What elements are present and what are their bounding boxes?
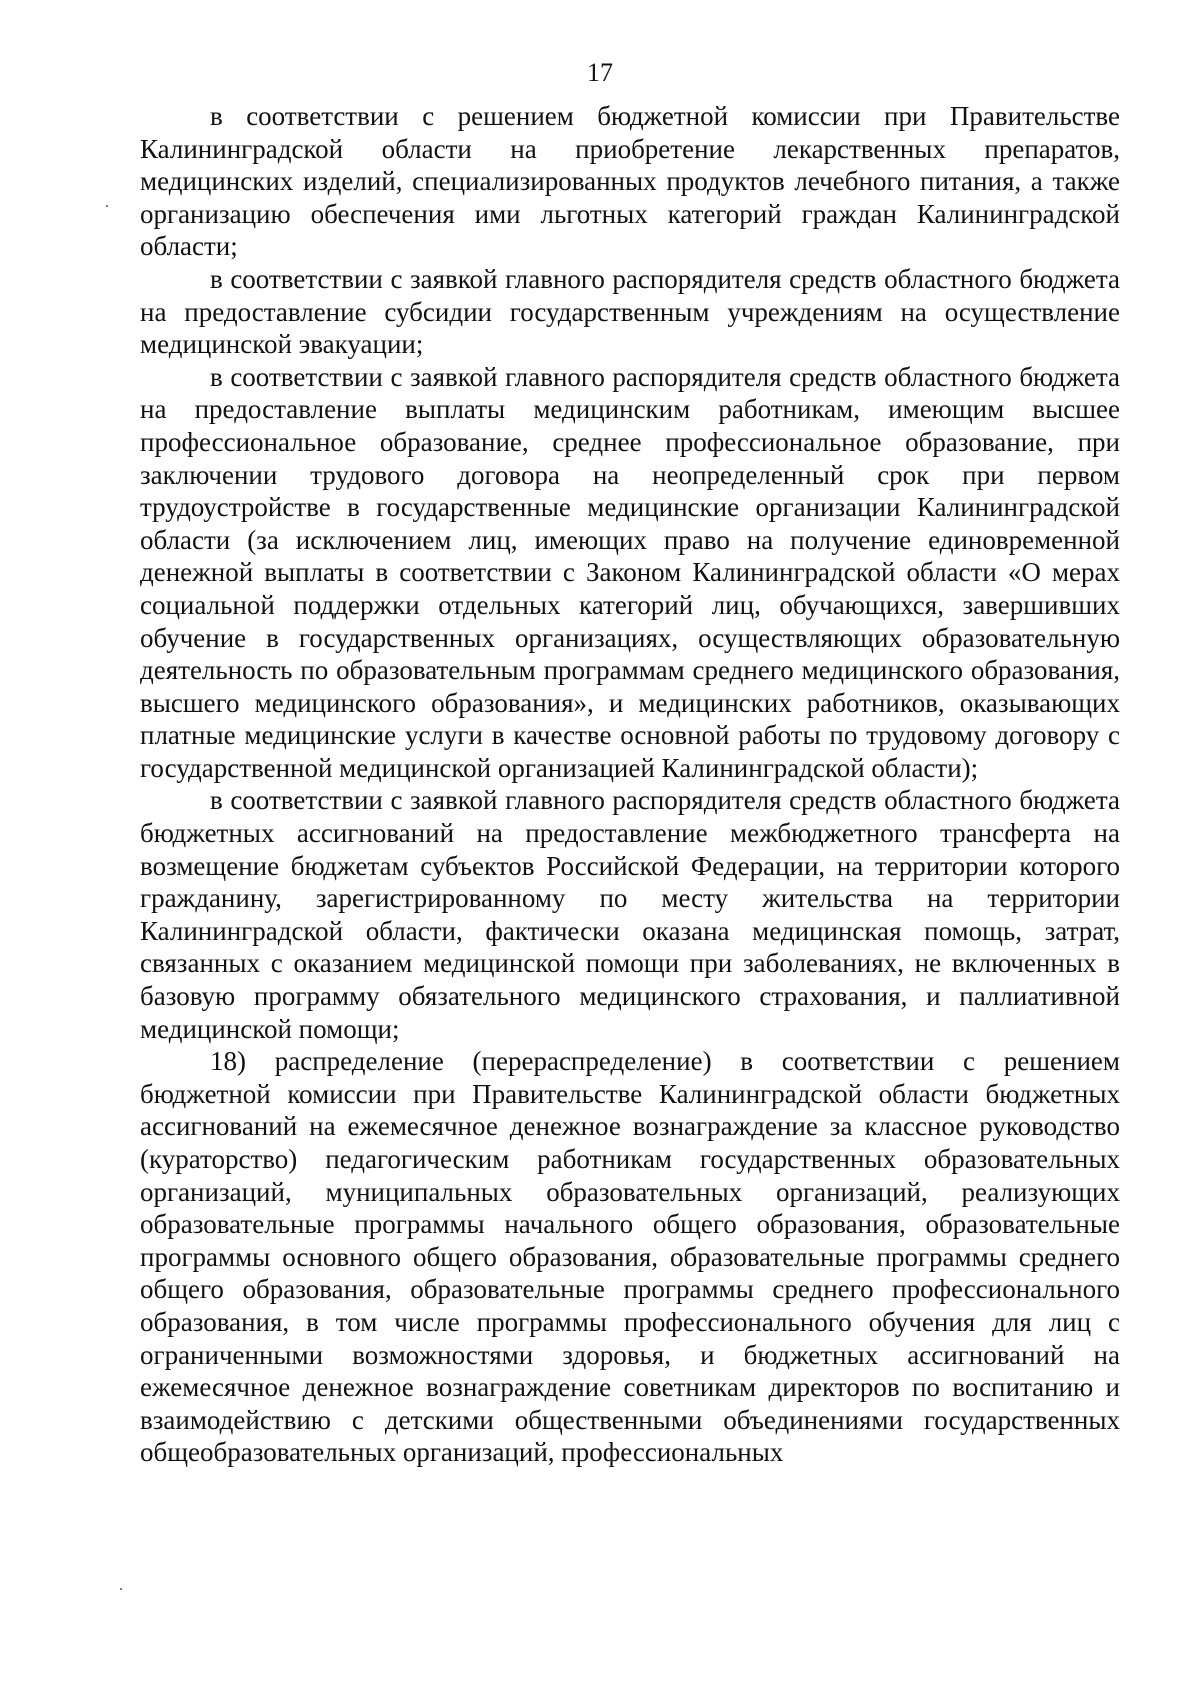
scan-speck: [120, 1588, 122, 1590]
paragraph-3: в соответствии с заявкой главного распорядителя средств областного бюджета на предоставление выплаты медицинским работникам, имеющим высшее профессиональное образование, среднее профессиональное образование, при заключении трудового договора на неопределенный срок при первом трудоустройстве в государственные медицинские организации Калининградской области (за исключением лиц, имеющих право на получение единовременной денежной выплаты в соответствии с Законом Калининградской области «О мерах социальной поддержки отдельных категорий лиц, обучающихся, завершивших обучение в государственных организациях, осуществляющих образовательную деятельность по образовательным программам среднего медицинского образования, высшего медицинского образования», и медицинских работников, оказывающих платные медицинские услуги в качестве основной работы по трудовому договору с государственной медицинской организацией Калининградской области);: [140, 361, 1120, 783]
paragraph-1: в соответствии с решением бюджетной комиссии при Правительстве Калининградской области на приобретение лекарственных препаратов, медицинских изделий, специализированных продуктов лечебного питания, а также организацию обеспечения ими льготных категорий граждан Калининградской области;: [140, 101, 1120, 262]
document-body: [140, 100, 1120, 1469]
paragraph-5: 18) распределение (перераспределение) в соответствии с решением бюджетной комиссии при Правительстве Калининградской области бюджетных ассигнований на ежемесячное денежное вознаграждение за классное руководство (кураторство) педагогическим работникам государственных образовательных организаций, муниципальных образовательных организаций, реализующих образовательные программы начального общего образования, образовательные программы основного общего образования, образовательные программы среднего общего образования, образовательные программы среднего профессионального образования, в том числе программы профессионального обучения для лиц с ограниченными возможностями здоровья, и бюджетных ассигнований на ежемесячное денежное вознаграждение советникам директоров по воспитанию и взаимодействию с детскими общественными объединениями государственных общеобразовательных организаций, профессиональных: [140, 1046, 1120, 1468]
page-number: 17: [587, 58, 613, 87]
paragraph-4: в соответствии с заявкой главного распорядителя средств областного бюджета бюджетных ассигнований на предоставление межбюджетного трансферта на возмещение бюджетам субъектов Российской Федерации, на территории которого гражданину, зарегистрированному по месту жительства на территории Калининградской области, фактически оказана медицинская помощь, затрат, связанных с оказанием медицинской помощи при заболеваниях, не включенных в базовую программу обязательного медицинского страхования, и паллиативной медицинской помощи;: [140, 785, 1120, 1044]
paragraph-2: в соответствии с заявкой главного распорядителя средств областного бюджета на предоставление субсидии государственным учреждениям на осуществление медицинской эвакуации;: [140, 263, 1120, 360]
scan-speck: [106, 205, 108, 207]
